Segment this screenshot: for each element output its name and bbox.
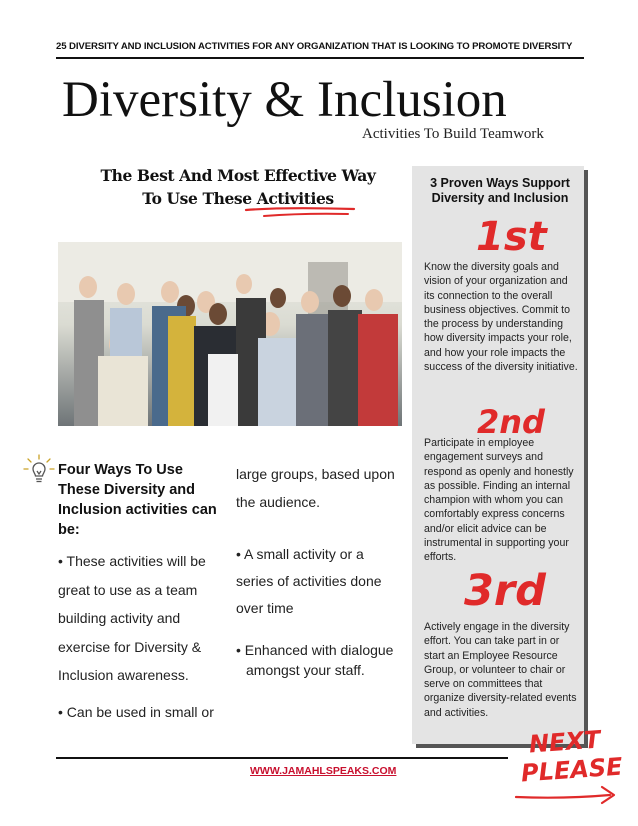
red-underline-mark <box>244 205 356 219</box>
arrow-right-icon[interactable] <box>514 781 618 807</box>
bullet-series-activities: • A small activity or a series of activities done over time <box>236 546 382 616</box>
section-heading-emphasis: Activities <box>256 189 334 208</box>
sidebar-way-2: Participate in employee engagement surveys and respond as openly and honestly as possible. Finding an internal champion with whom you can comfortably express concerns and/or elicit advice can be instrumental in supporting your efforts. <box>424 437 574 564</box>
next-label[interactable]: NEXT <box>528 725 602 759</box>
ways-to-use-heading: Four Ways To Use These Diversity and Inclusion activities can be: <box>58 462 217 538</box>
bullet-dialogue: • Enhanced with dialogue amongst your staff. <box>236 642 394 678</box>
section-heading-line1: The Best And Most Effective Way <box>100 166 376 185</box>
sidebar-way-1: Know the diversity goals and vision of your organization and its connection to the overall business objectives. Commit to the process by understanding how diversity impacts your role, and how your role impacts the success of the diversity initiative. <box>424 261 578 374</box>
bullet-group-size-continued: large groups, based upon the audience. <box>236 466 395 510</box>
lightbulb-idea-icon <box>22 453 56 487</box>
top-banner: 25 DIVERSITY AND INCLUSION ACTIVITIES FOR ANY ORGANIZATION THAT IS LOOKING TO PROMOTE DIVERSITY <box>56 41 573 52</box>
section-heading-line2-pre: To Use These <box>142 189 257 208</box>
bullet-group-size: • Can be used in small or <box>58 704 214 720</box>
section-heading-line2 <box>58 187 418 210</box>
handwritten-second-mark: 2nd <box>477 403 545 441</box>
bullet-team-building: • These activities will be great to use as a team building activity and exercise for Diversity & Inclusion awareness. <box>58 553 206 683</box>
group-photo <box>58 242 402 426</box>
sidebar-way-3: Actively engage in the diversity effort. You can take part in or start an Employee Resource Group, or volunteer to chair or serve on committees that organize diversity-related events and activities. <box>424 621 577 719</box>
bottom-divider <box>56 757 508 759</box>
please-label[interactable]: PLEASE <box>520 752 624 788</box>
section-heading <box>58 164 418 210</box>
handwritten-first-mark: 1st <box>476 214 547 260</box>
website-link[interactable]: WWW.JAMAHLSPEAKS.COM <box>250 765 397 777</box>
handwritten-third-mark: 3rd <box>464 566 546 616</box>
main-title: Diversity & Inclusion <box>62 72 507 128</box>
subtitle: Activities To Build Teamwork <box>362 126 544 142</box>
top-divider <box>56 57 584 59</box>
sidebar-heading: 3 Proven Ways Support Diversity and Inclusion <box>430 176 570 205</box>
